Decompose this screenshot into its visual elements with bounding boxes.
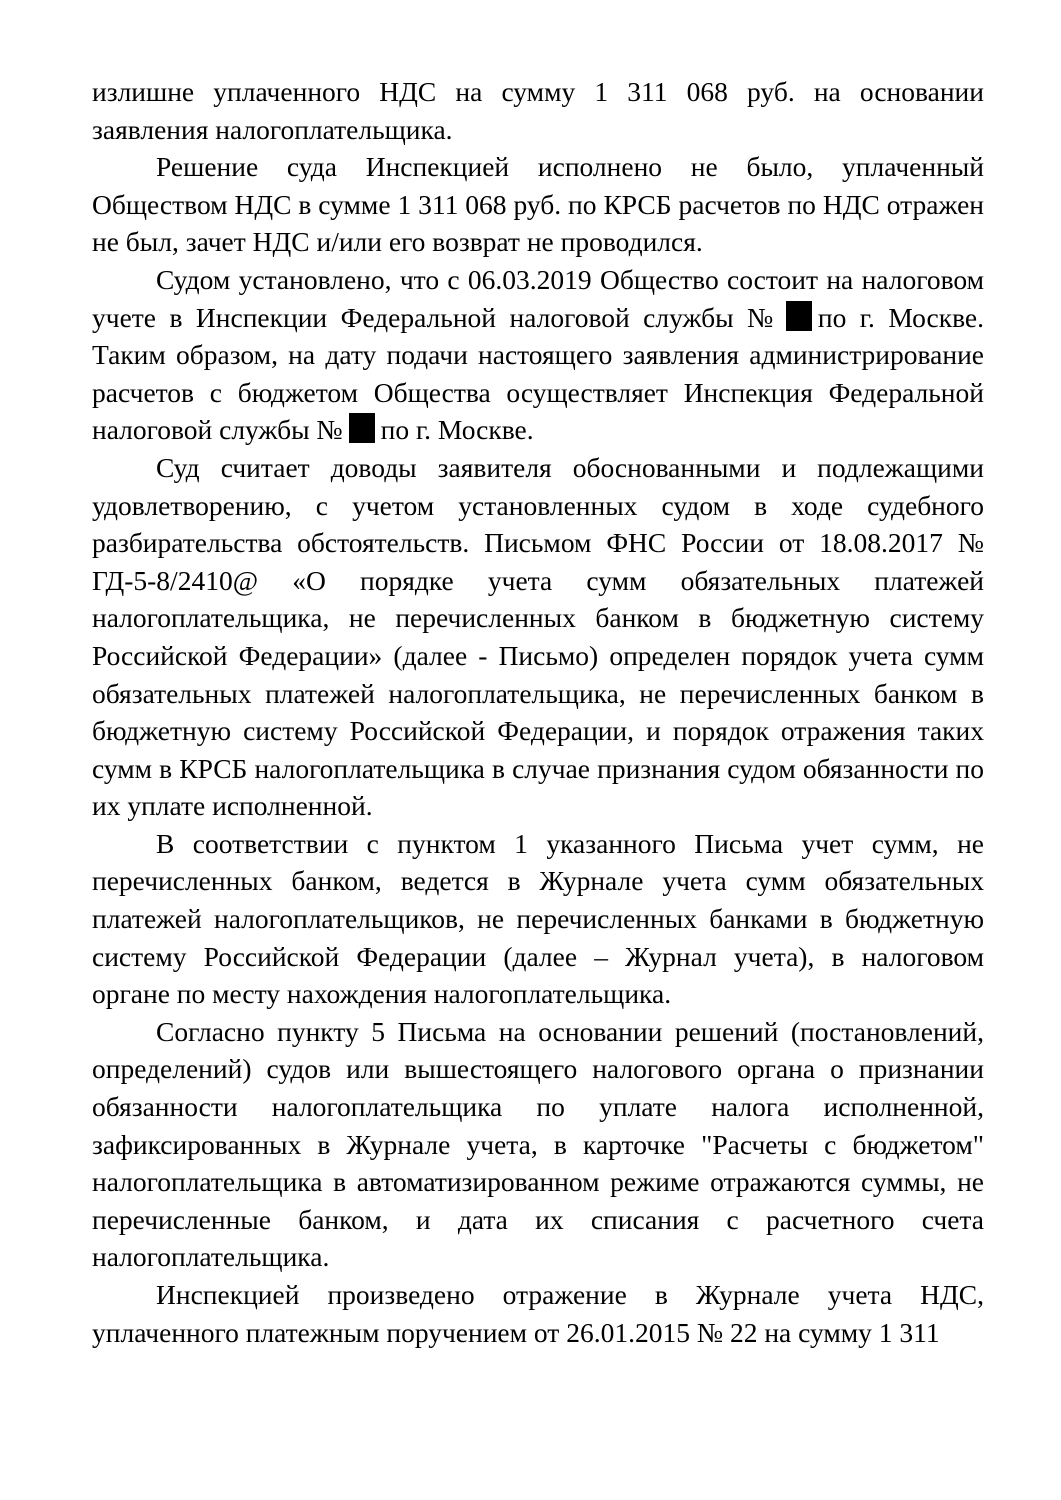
paragraph-5 [92,825,984,1013]
paragraph-text: Инспекцией произведено отражение в Журнале учета НДС, уплаченного платежным поручением от 26.01.2015 № 22 на сумму 1 311 [92,1279,984,1348]
paragraph-7 [92,1276,984,1351]
document-body [92,73,984,1351]
paragraph-text: Суд считает доводы заявителя обоснованными и подлежащими удовлетворению, с учетом установленных судом в ходе судебного разбирательства обстоятельств. Письмом ФНС России от 18.08.2017 № ГД-5-8/2410@ «О порядке учета сумм обязательных платежей налогоплательщика, не перечисленных банком в бюджетную систему Российской Федерации» (далее - Письмо) определен порядок учета сумм обязательных платежей налогоплательщика, не перечисленных банком в бюджетную систему Российской Федерации, и порядок отражения таких сумм в КРСБ налогоплательщика в случае признания судом обязанности по их уплате исполненной. [92,451,984,822]
paragraph-text: излишне уплаченного НДС на сумму 1 311 068 руб. на основании заявления налогоплательщика. [92,76,984,145]
redaction-box [349,413,375,443]
paragraph-text: по г. Москве. Таким образом, на дату подачи настоящего заявления администрирование расчетов с бюджетом Общества осуществляет Инспекция Федеральной налоговой службы № [92,301,984,446]
paragraph-1 [92,73,984,148]
paragraph-2 [92,148,984,261]
paragraph-text: Судом установлено, что с 06.03.2019 Общество состоит на налоговом учете в Инспекции Федеральной налоговой службы № [92,263,984,333]
paragraph-text: Решение суда Инспекцией исполнено не было, уплаченный Обществом НДС в сумме 1 311 068 руб. по КРСБ расчетов по НДС отражен не был, зачет НДС и/или его возврат не проводился. [92,151,984,258]
paragraph-6 [92,1013,984,1276]
redaction-box [786,301,812,331]
paragraph-text: Согласно пункту 5 Письма на основании решений (постановлений, определений) судов или вышестоящего налогового органа о признании обязанности налогоплательщика по уплате налога исполненной, зафиксированных в Журнале учета, в карточке "Расчеты с бюджетом" налогоплательщика в автоматизированном режиме отражаются суммы, не перечисленные банком, и дата их списания с расчетного счета налогоплательщика. [92,1015,984,1273]
paragraph-text: В соответствии с пунктом 1 указанного Письма учет сумм, не перечисленных банком, ведется в Журнале учета сумм обязательных платежей налогоплательщиков, не перечисленных банками в бюджетную систему Российской Федерации (далее – Журнал учета), в налоговом органе по месту нахождения налогоплательщика. [92,827,984,1010]
paragraph-3 [92,261,984,449]
paragraph-4 [92,449,984,825]
paragraph-text: по г. Москве. [380,414,534,446]
